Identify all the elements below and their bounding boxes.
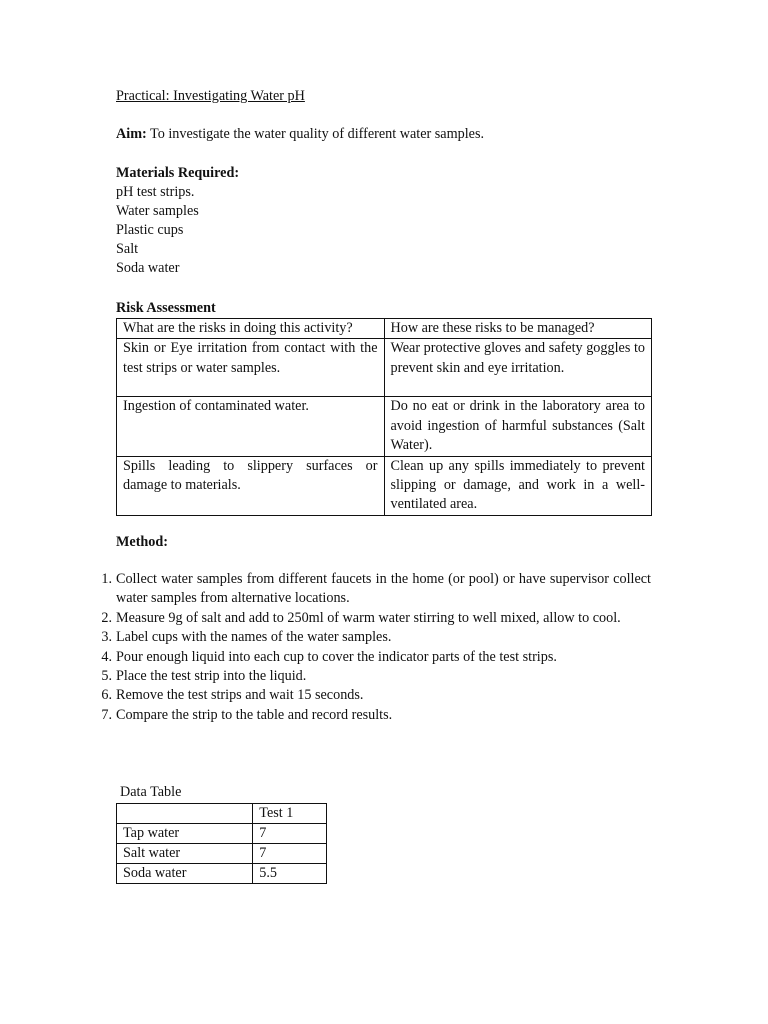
document-title: Practical: Investigating Water pH [116,88,305,104]
method-step [101,706,651,725]
sample-name-cell: Tap water [117,824,253,844]
risk-cell: Skin or Eye irritation from contact with the test strips or water samples. [117,339,385,397]
method-step [101,628,651,647]
step-number: 3. [101,629,112,646]
method-step [101,648,651,667]
risk-cell: Ingestion of contaminated water. [117,397,385,456]
table-header-row [117,804,327,824]
table-row [117,339,652,397]
method-steps-list [101,570,651,725]
management-cell: Wear protective gloves and safety goggles to prevent skin and eye irritation. [384,339,652,397]
step-text: Remove the test strips and wait 15 seconds. [116,687,364,704]
data-header-empty [117,804,253,824]
method-step [101,570,651,609]
step-number: 1. [101,571,112,587]
step-text: Compare the strip to the table and record results. [116,706,393,723]
material-item: Salt [116,241,139,257]
method-step [101,667,651,686]
ph-value-cell: 7 [253,844,327,864]
risk-cell: Spills leading to slippery surfaces or damage to materials. [117,456,385,515]
materials-list [116,183,199,278]
step-text: Collect water samples from different faucets in the home (or pool) or have supervisor collect water samples from alternative locations. [116,571,651,607]
step-text: Place the test strip into the liquid. [116,668,307,685]
step-number: 6. [101,687,112,704]
material-item: Water samples [116,203,199,219]
method-heading: Method: [116,534,169,550]
sample-name-cell: Salt water [117,844,253,864]
risk-header-management: How are these risks to be managed? [384,319,652,339]
ph-value-cell: 7 [253,824,327,844]
sample-name-cell: Soda water [117,864,253,884]
data-header-test1: Test 1 [253,804,327,824]
step-number: 4. [101,648,112,665]
table-row [117,397,652,456]
method-step [101,686,651,705]
management-cell: Do no eat or drink in the laboratory area to avoid ingestion of harmful substances (Salt Water). [384,397,652,456]
aim-text: To investigate the water quality of different water samples. [146,126,485,142]
material-item: Soda water [116,260,180,276]
risk-header-risks: What are the risks in doing this activity? [117,319,385,339]
ph-value-cell: 5.5 [253,864,327,884]
step-number: 5. [101,668,112,685]
step-text: Pour enough liquid into each cup to cover the indicator parts of the test strips. [116,648,557,665]
risk-assessment-table [116,318,652,516]
step-number: 2. [101,609,112,626]
risk-heading: Risk Assessment [116,300,216,316]
step-text: Measure 9g of salt and add to 250ml of warm water stirring to well mixed, allow to cool. [116,609,621,626]
table-row [117,864,327,884]
data-table [116,803,327,884]
method-step [101,609,651,628]
table-row [117,844,327,864]
step-number: 7. [101,706,112,723]
material-item: Plastic cups [116,222,184,238]
table-header-row [117,319,652,339]
step-text: Label cups with the names of the water samples. [116,629,392,646]
table-row [117,824,327,844]
material-item: pH test strips. [116,184,195,200]
aim-label: Aim: [116,126,147,142]
aim-paragraph [116,125,484,144]
management-cell: Clean up any spills immediately to prevent slipping or damage, and work in a well-ventilated area. [384,456,652,515]
data-table-caption: Data Table [120,784,182,800]
materials-heading: Materials Required: [116,165,240,181]
table-row [117,456,652,515]
